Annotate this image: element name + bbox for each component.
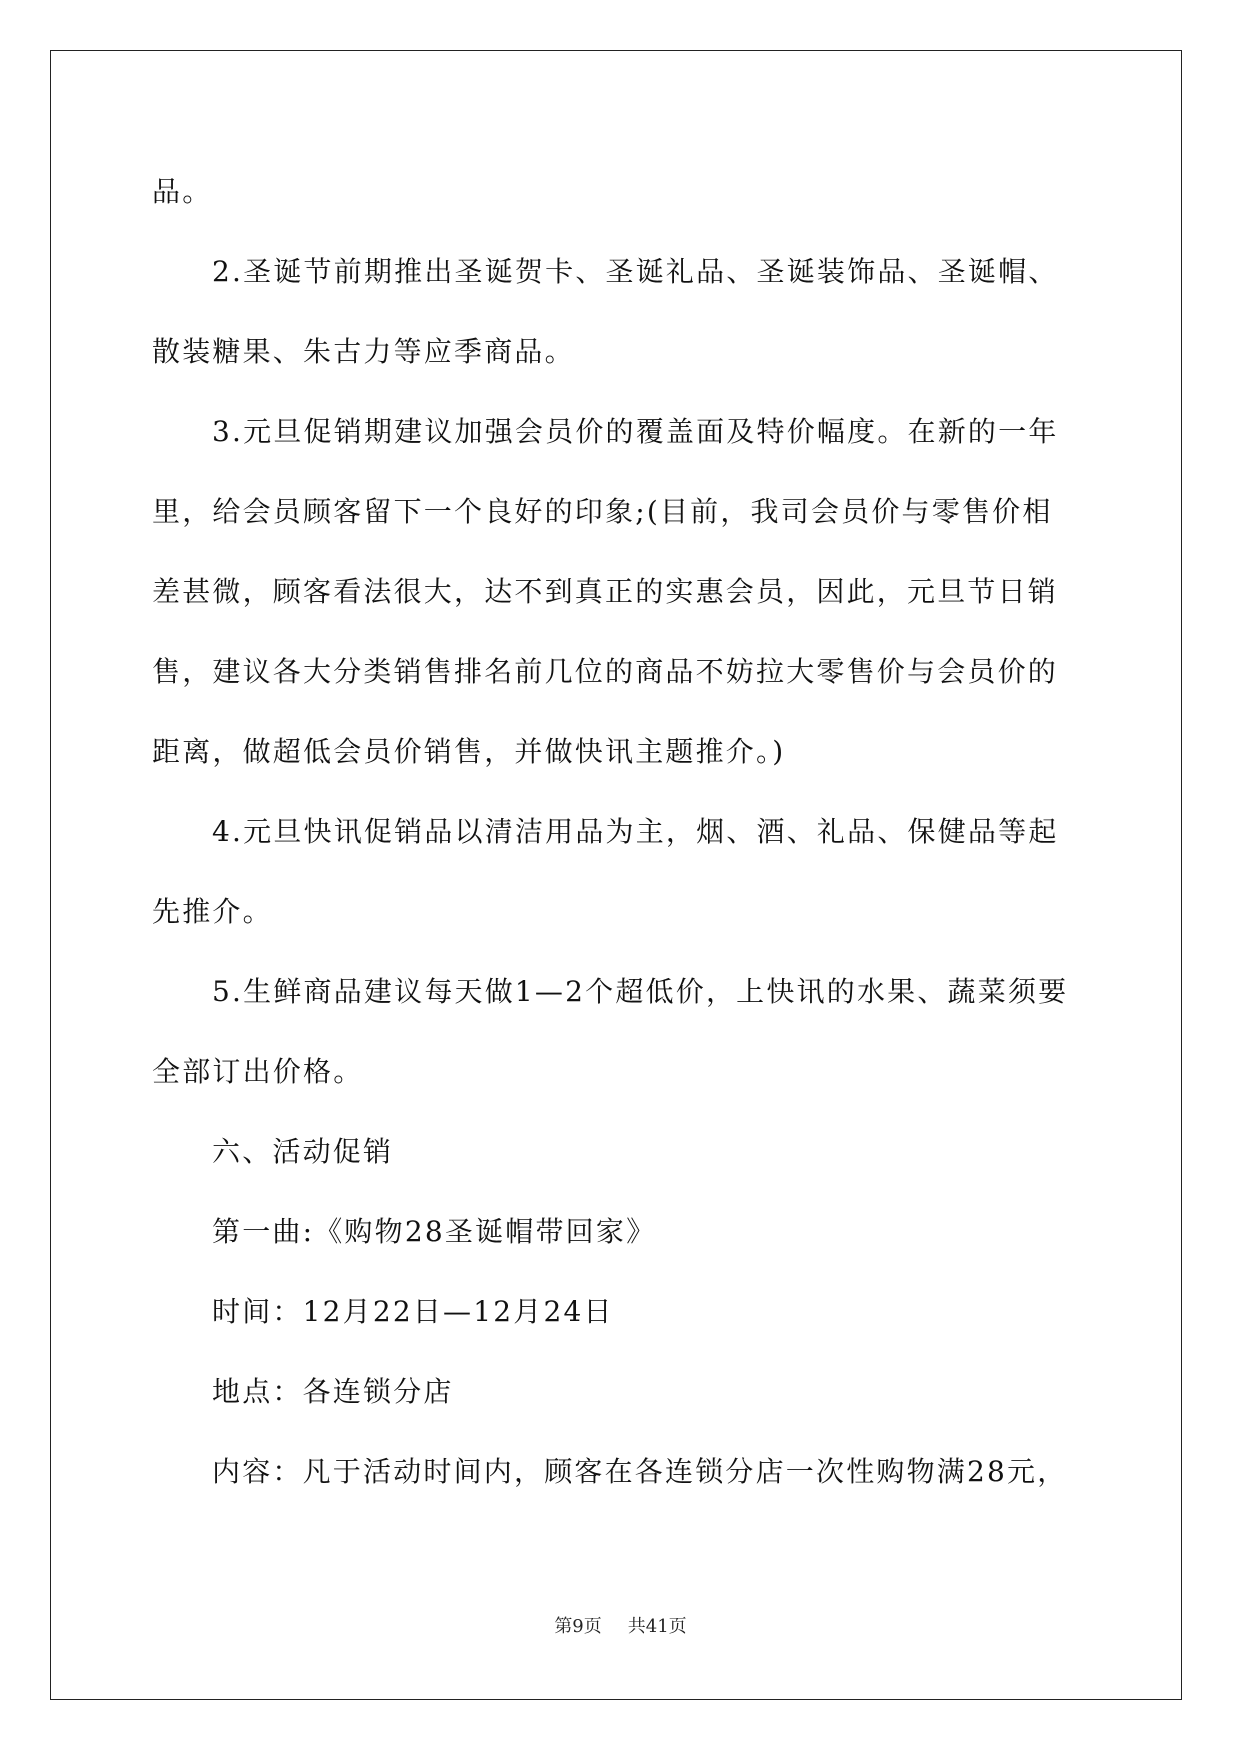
text-line: 全部订出价格。 <box>152 1055 364 1088</box>
activity-title: 第一曲:《购物28圣诞帽带回家》 <box>212 1215 657 1248</box>
text-line: 3.元旦促销期建议加强会员价的覆盖面及特价幅度。在新的一年 <box>212 415 1059 448</box>
text-line: 2.圣诞节前期推出圣诞贺卡、圣诞礼品、圣诞装饰品、圣诞帽、 <box>212 255 1059 288</box>
text-line: 售，建议各大分类销售排名前几位的商品不妨拉大零售价与会员价的 <box>152 655 1059 688</box>
activity-content: 内容：凡于活动时间内，顾客在各连锁分店一次性购物满28元， <box>212 1455 1068 1488</box>
text-line: 距离，做超低会员价销售，并做快讯主题推介。) <box>152 735 786 768</box>
page-footer <box>0 1616 1241 1638</box>
text-line: 里，给会员顾客留下一个良好的印象;(目前，我司会员价与零售价相 <box>152 495 1053 528</box>
text-line: 差甚微，顾客看法很大，达不到真正的实惠会员，因此，元旦节日销 <box>152 575 1059 608</box>
page-number: 第9页 <box>554 1616 602 1637</box>
text-line: 4.元旦快讯促销品以清洁用品为主，烟、酒、礼品、保健品等起 <box>212 815 1059 848</box>
page-total: 共41页 <box>627 1616 687 1637</box>
section-heading: 六、活动促销 <box>212 1135 394 1168</box>
text-line: 品。 <box>152 175 213 208</box>
text-line: 散装糖果、朱古力等应季商品。 <box>152 335 575 368</box>
text-line: 5.生鲜商品建议每天做1—2个超低价，上快讯的水果、蔬菜须要 <box>212 975 1069 1008</box>
page-border <box>50 50 1182 1700</box>
text-line: 先推介。 <box>152 895 273 928</box>
activity-time: 时间：12月22日—12月24日 <box>212 1295 614 1328</box>
activity-location: 地点：各连锁分店 <box>212 1375 454 1408</box>
